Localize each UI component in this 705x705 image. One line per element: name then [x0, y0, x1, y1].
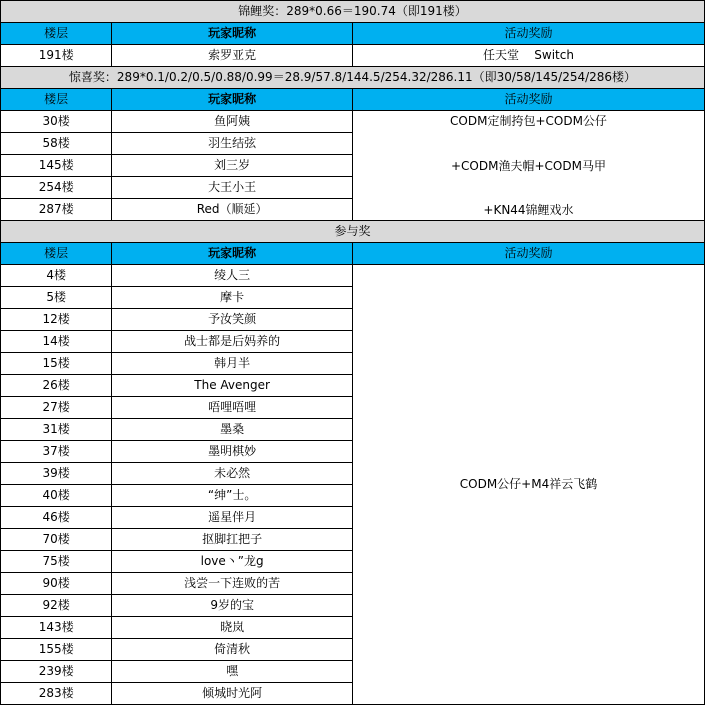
- floor-cell: 155楼: [1, 639, 112, 661]
- player-cell: 9岁的宝: [112, 595, 353, 617]
- floor-cell: 5楼: [1, 287, 112, 309]
- floor-cell: 40楼: [1, 485, 112, 507]
- surprise-reward-cell: [352, 111, 704, 221]
- reward-line: +KN44锦鲤戏水: [483, 203, 574, 217]
- floor-cell: 30楼: [1, 111, 112, 133]
- player-cell: 绫人三: [112, 265, 353, 287]
- participation-banner: 参与奖: [1, 221, 705, 243]
- participation-row: [1, 265, 705, 287]
- floor-cell: 15楼: [1, 353, 112, 375]
- floor-cell: 191楼: [1, 45, 112, 67]
- floor-cell: 27楼: [1, 397, 112, 419]
- header-reward: 活动奖励: [352, 89, 704, 111]
- floor-cell: 145楼: [1, 155, 112, 177]
- koi-header-row: [1, 23, 705, 45]
- floor-cell: 287楼: [1, 199, 112, 221]
- floor-cell: 254楼: [1, 177, 112, 199]
- player-cell: 倾城时光阿: [112, 683, 353, 705]
- floor-cell: 46楼: [1, 507, 112, 529]
- header-floor: 楼层: [1, 89, 112, 111]
- header-player: 玩家昵称: [112, 23, 353, 45]
- player-cell: 羽生结弦: [112, 133, 353, 155]
- participation-banner-row: [1, 221, 705, 243]
- player-cell: Red（顺延）: [112, 199, 353, 221]
- floor-cell: 90楼: [1, 573, 112, 595]
- header-floor: 楼层: [1, 243, 112, 265]
- player-cell: 嘿: [112, 661, 353, 683]
- player-cell: 韩月半: [112, 353, 353, 375]
- surprise-banner: 惊喜奖：289*0.1/0.2/0.5/0.88/0.99＝28.9/57.8/144.5/254.32/286.11（即30/58/145/254/286楼）: [1, 67, 705, 89]
- header-player: 玩家昵称: [112, 243, 353, 265]
- floor-cell: 31楼: [1, 419, 112, 441]
- floor-cell: 14楼: [1, 331, 112, 353]
- player-cell: 鱼阿姨: [112, 111, 353, 133]
- floor-cell: 70楼: [1, 529, 112, 551]
- player-cell: 晓岚: [112, 617, 353, 639]
- floor-cell: 239楼: [1, 661, 112, 683]
- player-cell: 唔哩唔哩: [112, 397, 353, 419]
- floor-cell: 58楼: [1, 133, 112, 155]
- reward-line: CODM定制挎包+CODM公仔: [450, 114, 607, 128]
- reward-cell: 任天堂 Switch: [352, 45, 704, 67]
- header-reward: 活动奖励: [352, 23, 704, 45]
- floor-cell: 39楼: [1, 463, 112, 485]
- surprise-header-row: [1, 89, 705, 111]
- player-cell: “绅”士。: [112, 485, 353, 507]
- player-cell: 摩卡: [112, 287, 353, 309]
- floor-cell: 75楼: [1, 551, 112, 573]
- surprise-banner-row: [1, 67, 705, 89]
- player-cell: 墨桑: [112, 419, 353, 441]
- player-cell: 刘三岁: [112, 155, 353, 177]
- floor-cell: 12楼: [1, 309, 112, 331]
- floor-cell: 37楼: [1, 441, 112, 463]
- koi-banner-row: [1, 1, 705, 23]
- player-cell: 未必然: [112, 463, 353, 485]
- player-cell: The Avenger: [112, 375, 353, 397]
- koi-banner: 锦鲤奖：289*0.66＝190.74（即191楼）: [1, 1, 705, 23]
- floor-cell: 4楼: [1, 265, 112, 287]
- player-cell: 遥星伴月: [112, 507, 353, 529]
- player-cell: 战士都是后妈养的: [112, 331, 353, 353]
- player-cell: 浅尝一下连败的苦: [112, 573, 353, 595]
- header-player: 玩家昵称: [112, 89, 353, 111]
- participation-header-row: [1, 243, 705, 265]
- floor-cell: 26楼: [1, 375, 112, 397]
- floor-cell: 283楼: [1, 683, 112, 705]
- surprise-row: [1, 111, 705, 133]
- participation-reward-cell: CODM公仔+M4祥云飞鹤: [352, 265, 704, 705]
- player-cell: 大王小王: [112, 177, 353, 199]
- header-reward: 活动奖励: [352, 243, 704, 265]
- player-cell: 抠脚扛把子: [112, 529, 353, 551]
- player-cell: love丶”龙g: [112, 551, 353, 573]
- player-cell: 倚清秋: [112, 639, 353, 661]
- player-cell: 墨明棋妙: [112, 441, 353, 463]
- reward-line: +CODM渔夫帽+CODM马甲: [451, 158, 606, 173]
- surprise-reward-lines: [353, 111, 704, 220]
- koi-row: [1, 45, 705, 67]
- player-cell: 索罗亚克: [112, 45, 353, 67]
- floor-cell: 143楼: [1, 617, 112, 639]
- player-cell: 予汝笑颜: [112, 309, 353, 331]
- header-floor: 楼层: [1, 23, 112, 45]
- floor-cell: 92楼: [1, 595, 112, 617]
